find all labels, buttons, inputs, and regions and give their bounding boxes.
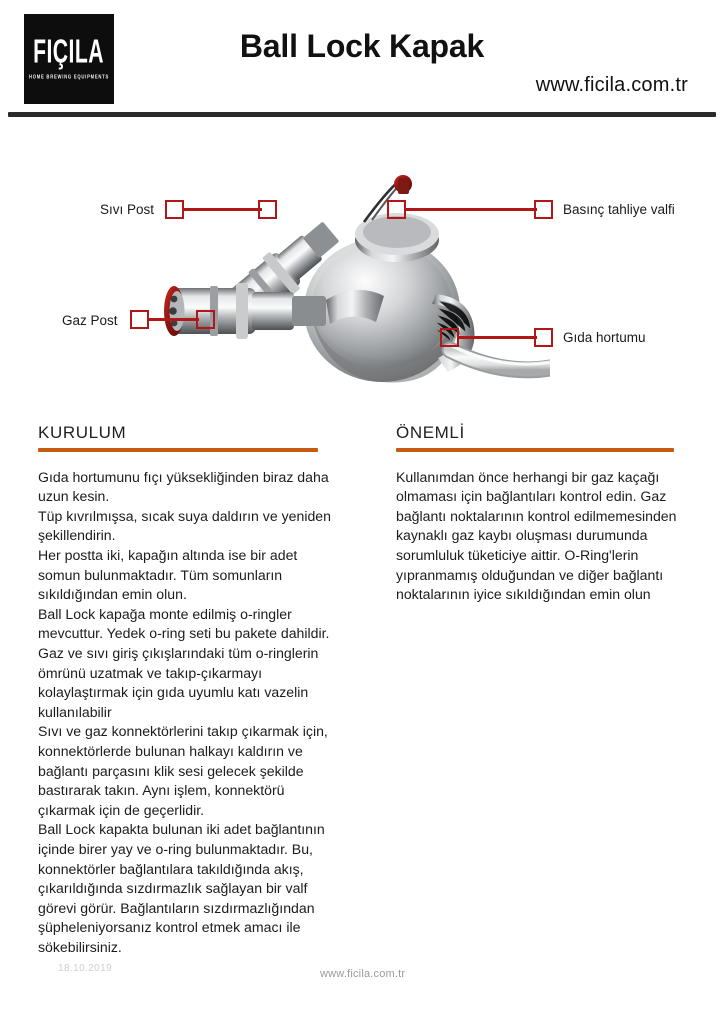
callout-label-gaz-post: Gaz Post (62, 313, 118, 328)
paragraph: Ball Lock kapakta bulunan iki adet bağlantının içinde birer yay ve o-ring bulunmaktadır. Bu, konnektörler bağlantılara takıldığında akış, çıkarıldığında sızdırmazlık sağlayan bir valf görevi görür. Bağlantıların sızdırmazlığından şüpheleniyorsanız kontrol etmek amacı ile sökebilirsiniz. (38, 821, 325, 955)
page-header (0, 0, 724, 120)
logo-wordmark: FIÇILA (33, 31, 105, 70)
callout-box-gida-hortum[interactable] (534, 328, 553, 347)
callout-label-basinc-valf: Basınç tahliye valfi (563, 202, 675, 217)
logo-tagline: HOME BREWING EQUIPMENTS (28, 72, 110, 80)
section-divider-kurulum (38, 448, 318, 452)
callout-target-sivi-post[interactable] (258, 200, 277, 219)
product-photo (150, 170, 550, 400)
header-website-url: www.ficila.com.tr (535, 74, 688, 96)
callout-leader-sivi-post (184, 208, 262, 211)
section-kurulum (38, 424, 338, 958)
section-onemli (396, 424, 686, 605)
section-divider-onemli (396, 448, 674, 452)
product-figure (0, 150, 724, 415)
paragraph: Ball Lock kapağa monte edilmiş o-ringler mevcuttur. Yedek o-ring seti bu pakete dahildir. (38, 605, 330, 642)
callout-leader-basinc-valf (405, 208, 537, 211)
callout-target-basinc-valf[interactable] (387, 200, 406, 219)
section-title-onemli: ÖNEMLİ (396, 423, 465, 442)
callout-target-gida-hortum[interactable] (440, 328, 459, 347)
header-divider (8, 112, 716, 117)
paragraph: Kullanımdan önce herhangi bir gaz kaçağı olmaması için bağlantıları kontrol edin. Gaz bağlantı noktalarının kontrol edilmemesinden kaynaklı gaz kaybı oluşması durumunda sorumluluk tüketiciye aittir. O-Ring'lerin yıpranmamış olduğundan ve diğer bağlantı noktalarının iyice sıkıldığından emin olun (396, 468, 677, 603)
section-body-onemli (396, 468, 686, 605)
callout-box-gaz-post[interactable] (130, 310, 149, 329)
callout-box-sivi-post[interactable] (165, 200, 184, 219)
callout-leader-gaz-post (149, 318, 199, 321)
section-body-kurulum (38, 468, 338, 958)
paragraph: Gıda hortumunu fıçı yüksekliğinden biraz daha uzun kesin. (38, 468, 329, 505)
paragraph: Gaz ve sıvı giriş çıkışlarındaki tüm o-ringlerin ömrünü uzatmak ve takıp-çıkarmayı kolaylaştırmak için gıda uyumlu katı vazelin kullanılabilir (38, 645, 319, 720)
callout-label-gida-hortum: Gıda hortumu (563, 330, 646, 345)
paragraph: Sıvı ve gaz konnektörlerini takıp çıkarmak için, konnektörlerde bulunan halkayı kaldırın ve bağlantı parçasını klik sesi gelecek şekilde bastırarak takın. Aynı işlem, konnektörü çıkarmak için de geçerlidir. (38, 723, 328, 818)
footer-website-url: www.ficila.com.tr (320, 968, 406, 980)
ball-lock-assembly-illustration (150, 170, 550, 400)
callout-target-gaz-post[interactable] (196, 310, 215, 329)
paragraph: Her postta iki, kapağın altında ise bir adet somun bulunmaktadır. Tüm somunların sıkıldığından emin olun. (38, 547, 298, 603)
callout-leader-gida-hortum (458, 336, 537, 339)
callout-box-basinc-valf[interactable] (534, 200, 553, 219)
page-watermark: 18.10.2019 (58, 963, 113, 974)
page-title: Ball Lock Kapak (239, 28, 485, 64)
callout-label-sivi-post: Sıvı Post (100, 202, 155, 217)
paragraph: Tüp kıvrılmışsa, sıcak suya daldırın ve yeniden şekillendirin. (38, 507, 331, 544)
section-title-kurulum: KURULUM (38, 423, 127, 442)
